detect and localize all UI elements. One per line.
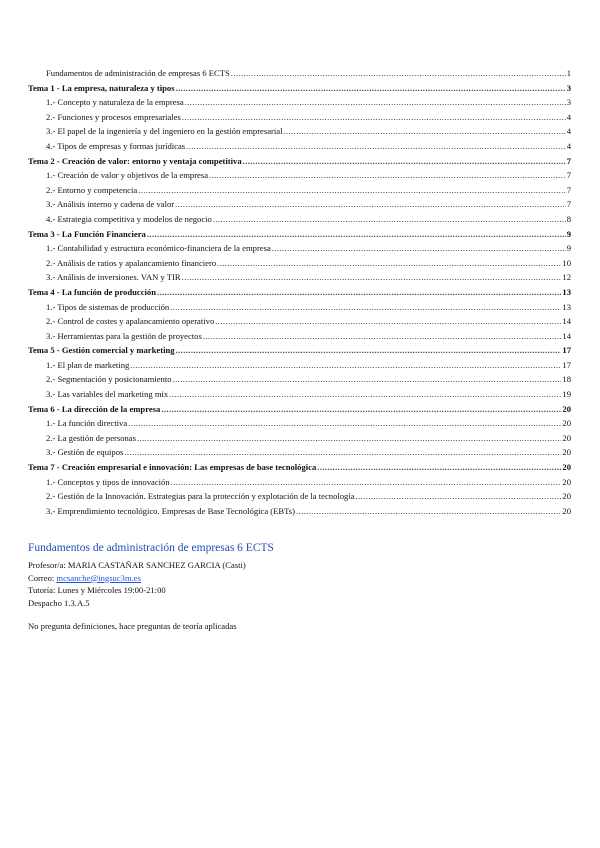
- toc-item-page: 20: [562, 491, 571, 502]
- toc-item-text: 2.- Segmentación y posicionamiento: [46, 374, 172, 385]
- toc-leader-dots: [356, 489, 562, 504]
- toc-item-page: 18: [562, 374, 571, 385]
- toc-leader-dots: [182, 110, 566, 125]
- toc-item[interactable]: [28, 314, 571, 329]
- toc-tema-1[interactable]: [28, 81, 571, 96]
- toc-item[interactable]: [28, 197, 571, 212]
- toc-leader-dots: [186, 139, 566, 154]
- toc-leader-dots: [171, 475, 562, 490]
- toc-item[interactable]: [28, 489, 571, 504]
- toc-item-page: 4: [566, 126, 571, 137]
- office-line: [28, 597, 571, 610]
- toc-tema-page: 9: [566, 228, 571, 239]
- toc-leader-dots: [130, 358, 561, 373]
- toc-item-page: 12: [562, 272, 571, 283]
- toc-leader-dots: [209, 168, 566, 183]
- toc-leader-dots: [272, 241, 566, 256]
- table-of-contents: [28, 66, 571, 518]
- toc-leader-dots: [157, 285, 561, 300]
- toc-leader-dots: [185, 95, 566, 110]
- toc-item-text: 3.- Emprendimiento tecnológico. Empresas de Base Tecnológica (EBTs): [46, 505, 295, 516]
- toc-tema-page: 17: [562, 345, 571, 356]
- tutoring-label: Tutoría:: [28, 585, 56, 596]
- toc-item-text: 1.- Contabilidad y estructura económico-financiera de la empresa: [46, 243, 271, 254]
- toc-item-text: 1.- La función directiva: [46, 418, 128, 429]
- toc-leader-dots: [169, 387, 561, 402]
- toc-item[interactable]: [28, 445, 571, 460]
- toc-item-text: 3.- Gestión de equipos: [46, 447, 124, 458]
- toc-item-text: 1.- Creación de valor y objetivos de la empresa: [46, 170, 209, 181]
- toc-item-text: 3.- Las variables del marketing mix: [46, 389, 169, 400]
- toc-leader-dots: [243, 154, 566, 169]
- toc-leader-dots: [213, 212, 566, 227]
- tutoring-hours: Lunes y Miércoles 19:00-21:00: [57, 585, 166, 596]
- toc-item-text: 3.- Análisis interno y cadena de valor: [46, 199, 175, 210]
- toc-tema-5[interactable]: [28, 343, 571, 358]
- toc-tema-page: 7: [566, 155, 571, 166]
- toc-item-page: 20: [562, 432, 571, 443]
- toc-item-page: 3: [566, 97, 571, 108]
- toc-item-page: 20: [562, 476, 571, 487]
- toc-tema-2[interactable]: [28, 154, 571, 169]
- toc-item[interactable]: [28, 387, 571, 402]
- office-number: 1.3.A.5: [64, 597, 90, 608]
- toc-tema-label: Tema 6 - La dirección de la empresa: [28, 403, 161, 414]
- toc-item[interactable]: [28, 256, 571, 271]
- toc-item-text: 4.- Estrategia competitiva y modelos de negocio: [46, 213, 212, 224]
- toc-tema-label: Tema 7 - Creación empresarial e innovación: Las empresas de base tecnológica: [28, 462, 317, 473]
- office-label: Despacho: [28, 597, 62, 608]
- toc-tema-label: Tema 3 - La Función Financiera: [28, 228, 146, 239]
- toc-leader-dots: [217, 256, 561, 271]
- toc-item-text: 1.- Concepto y naturaleza de la empresa: [46, 97, 184, 108]
- toc-item-page: 20: [562, 447, 571, 458]
- toc-entry-page: 1: [566, 68, 571, 78]
- toc-leader-dots: [203, 329, 562, 344]
- toc-item[interactable]: [28, 110, 571, 125]
- toc-item-text: 2.- Análisis de ratios y apalancamiento financiero: [46, 257, 217, 268]
- toc-leader-dots: [137, 431, 561, 446]
- toc-entry-text: Fundamentos de administración de empresas 6 ECTS: [46, 68, 230, 78]
- toc-item-page: 20: [562, 418, 571, 429]
- toc-item-text: 2.- Control de costes y apalancamiento operativo: [46, 316, 215, 327]
- toc-item-text: 2.- La gestión de personas: [46, 432, 136, 443]
- toc-item-text: 3.- Herramientas para la gestión de proyectos: [46, 330, 202, 341]
- toc-tema-6[interactable]: [28, 402, 571, 417]
- toc-leader-dots: [161, 402, 561, 417]
- toc-tema-3[interactable]: [28, 227, 571, 242]
- toc-item-text: 3.- El papel de la ingeniería y del ingeniero en la gestión empresarial: [46, 126, 283, 137]
- toc-item[interactable]: [28, 212, 571, 227]
- toc-leader-dots: [176, 343, 562, 358]
- toc-tema-label: Tema 4 - La función de producción: [28, 286, 156, 297]
- toc-item-page: 14: [562, 330, 571, 341]
- toc-item[interactable]: [28, 124, 571, 139]
- toc-item-text: 1.- Conceptos y tipos de innovación: [46, 476, 170, 487]
- toc-leader-dots: [296, 504, 561, 519]
- toc-leader-dots: [147, 227, 566, 242]
- toc-item[interactable]: [28, 241, 571, 256]
- toc-item[interactable]: [28, 431, 571, 446]
- toc-title-entry[interactable]: [28, 66, 571, 81]
- toc-tema-label: Tema 2 - Creación de valor: entorno y ventaja competitiva: [28, 155, 242, 166]
- toc-item[interactable]: [28, 358, 571, 373]
- toc-item-text: 2.- Gestión de la Innovación. Estrategias para la protección y explotación de la tecnología: [46, 491, 355, 502]
- toc-item-page: 4: [566, 140, 571, 151]
- toc-item[interactable]: [28, 475, 571, 490]
- toc-tema-4[interactable]: [28, 285, 571, 300]
- toc-leader-dots: [317, 460, 561, 475]
- course-info: [28, 541, 571, 632]
- toc-item-text: 4.- Tipos de empresas y formas jurídicas: [46, 140, 186, 151]
- email-line: [28, 572, 571, 585]
- toc-tema-page: 20: [562, 462, 571, 473]
- toc-leader-dots: [231, 66, 566, 81]
- toc-item-page: 20: [562, 505, 571, 516]
- toc-item-text: 3.- Análisis de inversiones. VAN y TIR: [46, 272, 181, 283]
- professor-label: Profesor/a:: [28, 560, 66, 570]
- professor-line: [28, 559, 571, 572]
- toc-tema-page: 3: [566, 82, 571, 93]
- toc-item-text: 2.- Funciones y procesos empresariales: [46, 111, 181, 122]
- toc-item[interactable]: [28, 139, 571, 154]
- toc-leader-dots: [176, 81, 566, 96]
- toc-tema-label: Tema 1 - La empresa, naturaleza y tipos: [28, 82, 175, 93]
- toc-leader-dots: [215, 314, 561, 329]
- toc-item[interactable]: [28, 168, 571, 183]
- toc-item-page: 13: [562, 301, 571, 312]
- toc-item[interactable]: [28, 270, 571, 285]
- toc-leader-dots: [182, 270, 562, 285]
- toc-item[interactable]: [28, 504, 571, 519]
- toc-item[interactable]: [28, 329, 571, 344]
- toc-item-page: 14: [562, 316, 571, 327]
- toc-item-page: 10: [562, 257, 571, 268]
- email-link[interactable]: mcsanche@ingsuc3m.es: [56, 572, 141, 583]
- toc-item[interactable]: [28, 183, 571, 198]
- tutoring-line: [28, 584, 571, 597]
- toc-item-page: 7: [566, 184, 571, 195]
- toc-leader-dots: [175, 197, 566, 212]
- toc-item-page: 8: [566, 213, 571, 224]
- toc-item[interactable]: [28, 95, 571, 110]
- toc-item-text: 2.- Entorno y competencia: [46, 184, 138, 195]
- course-heading: Fundamentos de administración de empresas 6 ECTS: [28, 542, 274, 554]
- toc-item[interactable]: [28, 372, 571, 387]
- toc-leader-dots: [138, 183, 566, 198]
- toc-item[interactable]: [28, 300, 571, 315]
- toc-item[interactable]: [28, 416, 571, 431]
- toc-item-text: 1.- El plan de marketing: [46, 359, 130, 370]
- toc-item-page: 17: [562, 359, 571, 370]
- toc-item-text: 1.- Tipos de sistemas de producción: [46, 301, 170, 312]
- professor-name: MARIA CASTAÑAR SANCHEZ GARCIA (Casti): [67, 560, 246, 570]
- toc-leader-dots: [170, 300, 561, 315]
- toc-tema-7[interactable]: [28, 460, 571, 475]
- toc-leader-dots: [283, 124, 565, 139]
- email-label: Correo:: [28, 572, 55, 583]
- toc-item-page: 7: [566, 170, 571, 181]
- toc-item-page: 7: [566, 199, 571, 210]
- toc-leader-dots: [173, 372, 562, 387]
- exam-note: No pregunta definiciones, hace preguntas de teoría aplicadas: [28, 621, 237, 632]
- toc-leader-dots: [124, 445, 561, 460]
- toc-leader-dots: [128, 416, 561, 431]
- toc-item-page: 9: [566, 243, 571, 254]
- toc-item-page: 19: [562, 389, 571, 400]
- toc-tema-page: 13: [562, 286, 571, 297]
- toc-tema-label: Tema 5 - Gestión comercial y marketing: [28, 345, 175, 356]
- toc-item-page: 4: [566, 111, 571, 122]
- toc-tema-page: 20: [562, 403, 571, 414]
